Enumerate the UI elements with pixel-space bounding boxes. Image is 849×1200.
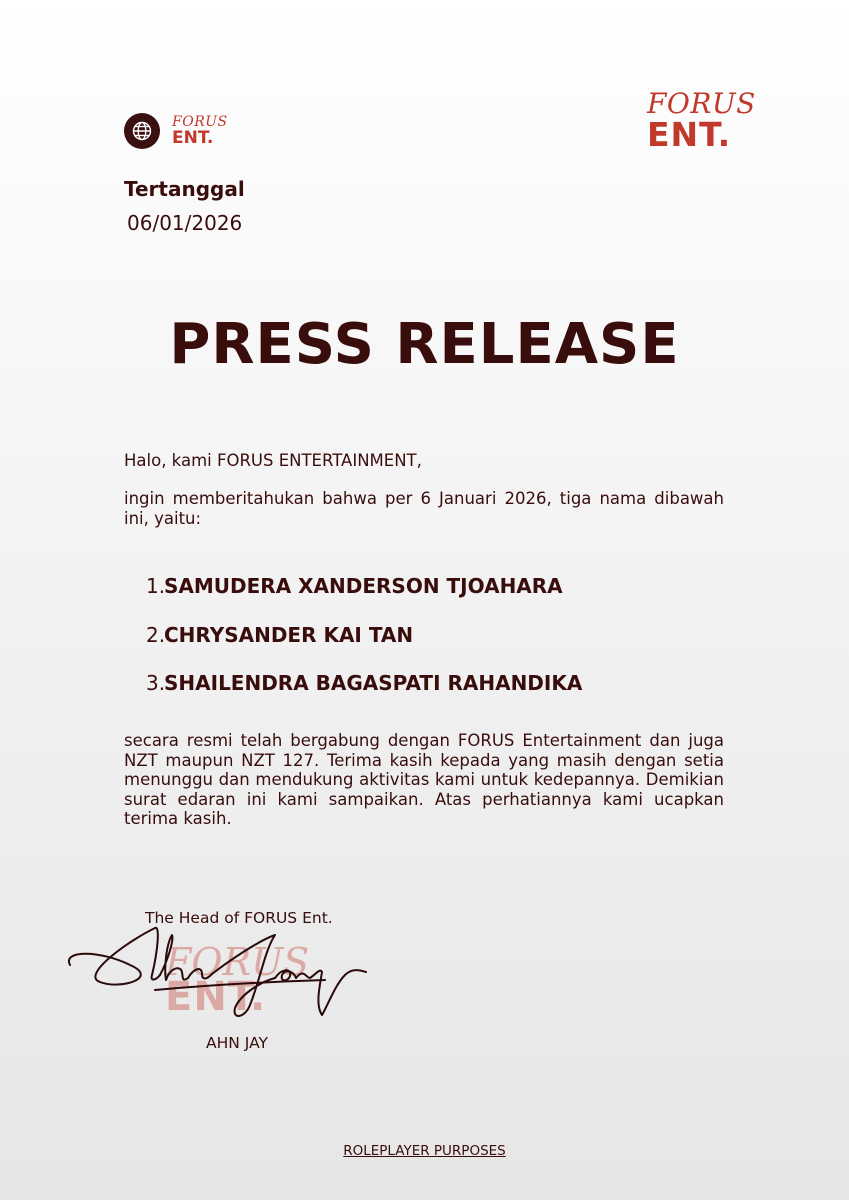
watermark-line1: FORUS — [165, 940, 310, 984]
small-logo-line2: ENT. — [172, 128, 214, 148]
list-item — [146, 623, 582, 672]
names-list — [146, 574, 582, 720]
watermark-line2: ENT. — [165, 974, 267, 1020]
list-item — [146, 671, 582, 720]
date-label: Tertanggal — [124, 177, 245, 201]
intro-text: ingin memberitahukan bahwa per 6 Januari 2026, tiga nama dibawah ini, yaitu: — [124, 489, 724, 528]
list-item — [146, 574, 582, 623]
list-item-number: 1. — [146, 574, 166, 598]
closing-text: secara resmi telah bergabung dengan FORUS Entertainment dan juga NZT maupun NZT 127. Terima kasih kepada yang masih dengan setia menunggu dan mendukung aktivitas kami untuk kedepannya. Demikian surat edaran ini kami sampaikan. Atas perhatiannya kami ucapkan terima kasih. — [124, 731, 724, 828]
signature-heading: The Head of FORUS Ent. — [145, 909, 333, 927]
list-item-name: CHRYSANDER KAI TAN — [164, 622, 414, 647]
page-title: PRESS RELEASE — [169, 312, 680, 377]
signatory-name: AHN JAY — [206, 1034, 268, 1052]
date-value: 06/01/2026 — [127, 211, 243, 235]
signature-image — [60, 920, 380, 1034]
footer-note: ROLEPLAYER PURPOSES — [343, 1143, 506, 1159]
brand-logo-line1: FORUS — [647, 87, 756, 120]
list-item-name: SAMUDERA XANDERSON TJOAHARA — [164, 574, 563, 598]
list-item-name: SHAILENDRA BAGASPATI RAHANDIKA — [164, 671, 583, 695]
brand-logo-line2: ENT. — [647, 115, 732, 154]
small-logo — [124, 113, 228, 149]
brand-logo — [647, 87, 756, 154]
globe-icon — [124, 113, 160, 149]
list-item-number: 3. — [146, 671, 166, 695]
small-logo-line1: FORUS — [172, 114, 228, 130]
greeting-text: Halo, kami FORUS ENTERTAINMENT, — [124, 451, 422, 470]
list-item-number: 2. — [146, 622, 166, 647]
